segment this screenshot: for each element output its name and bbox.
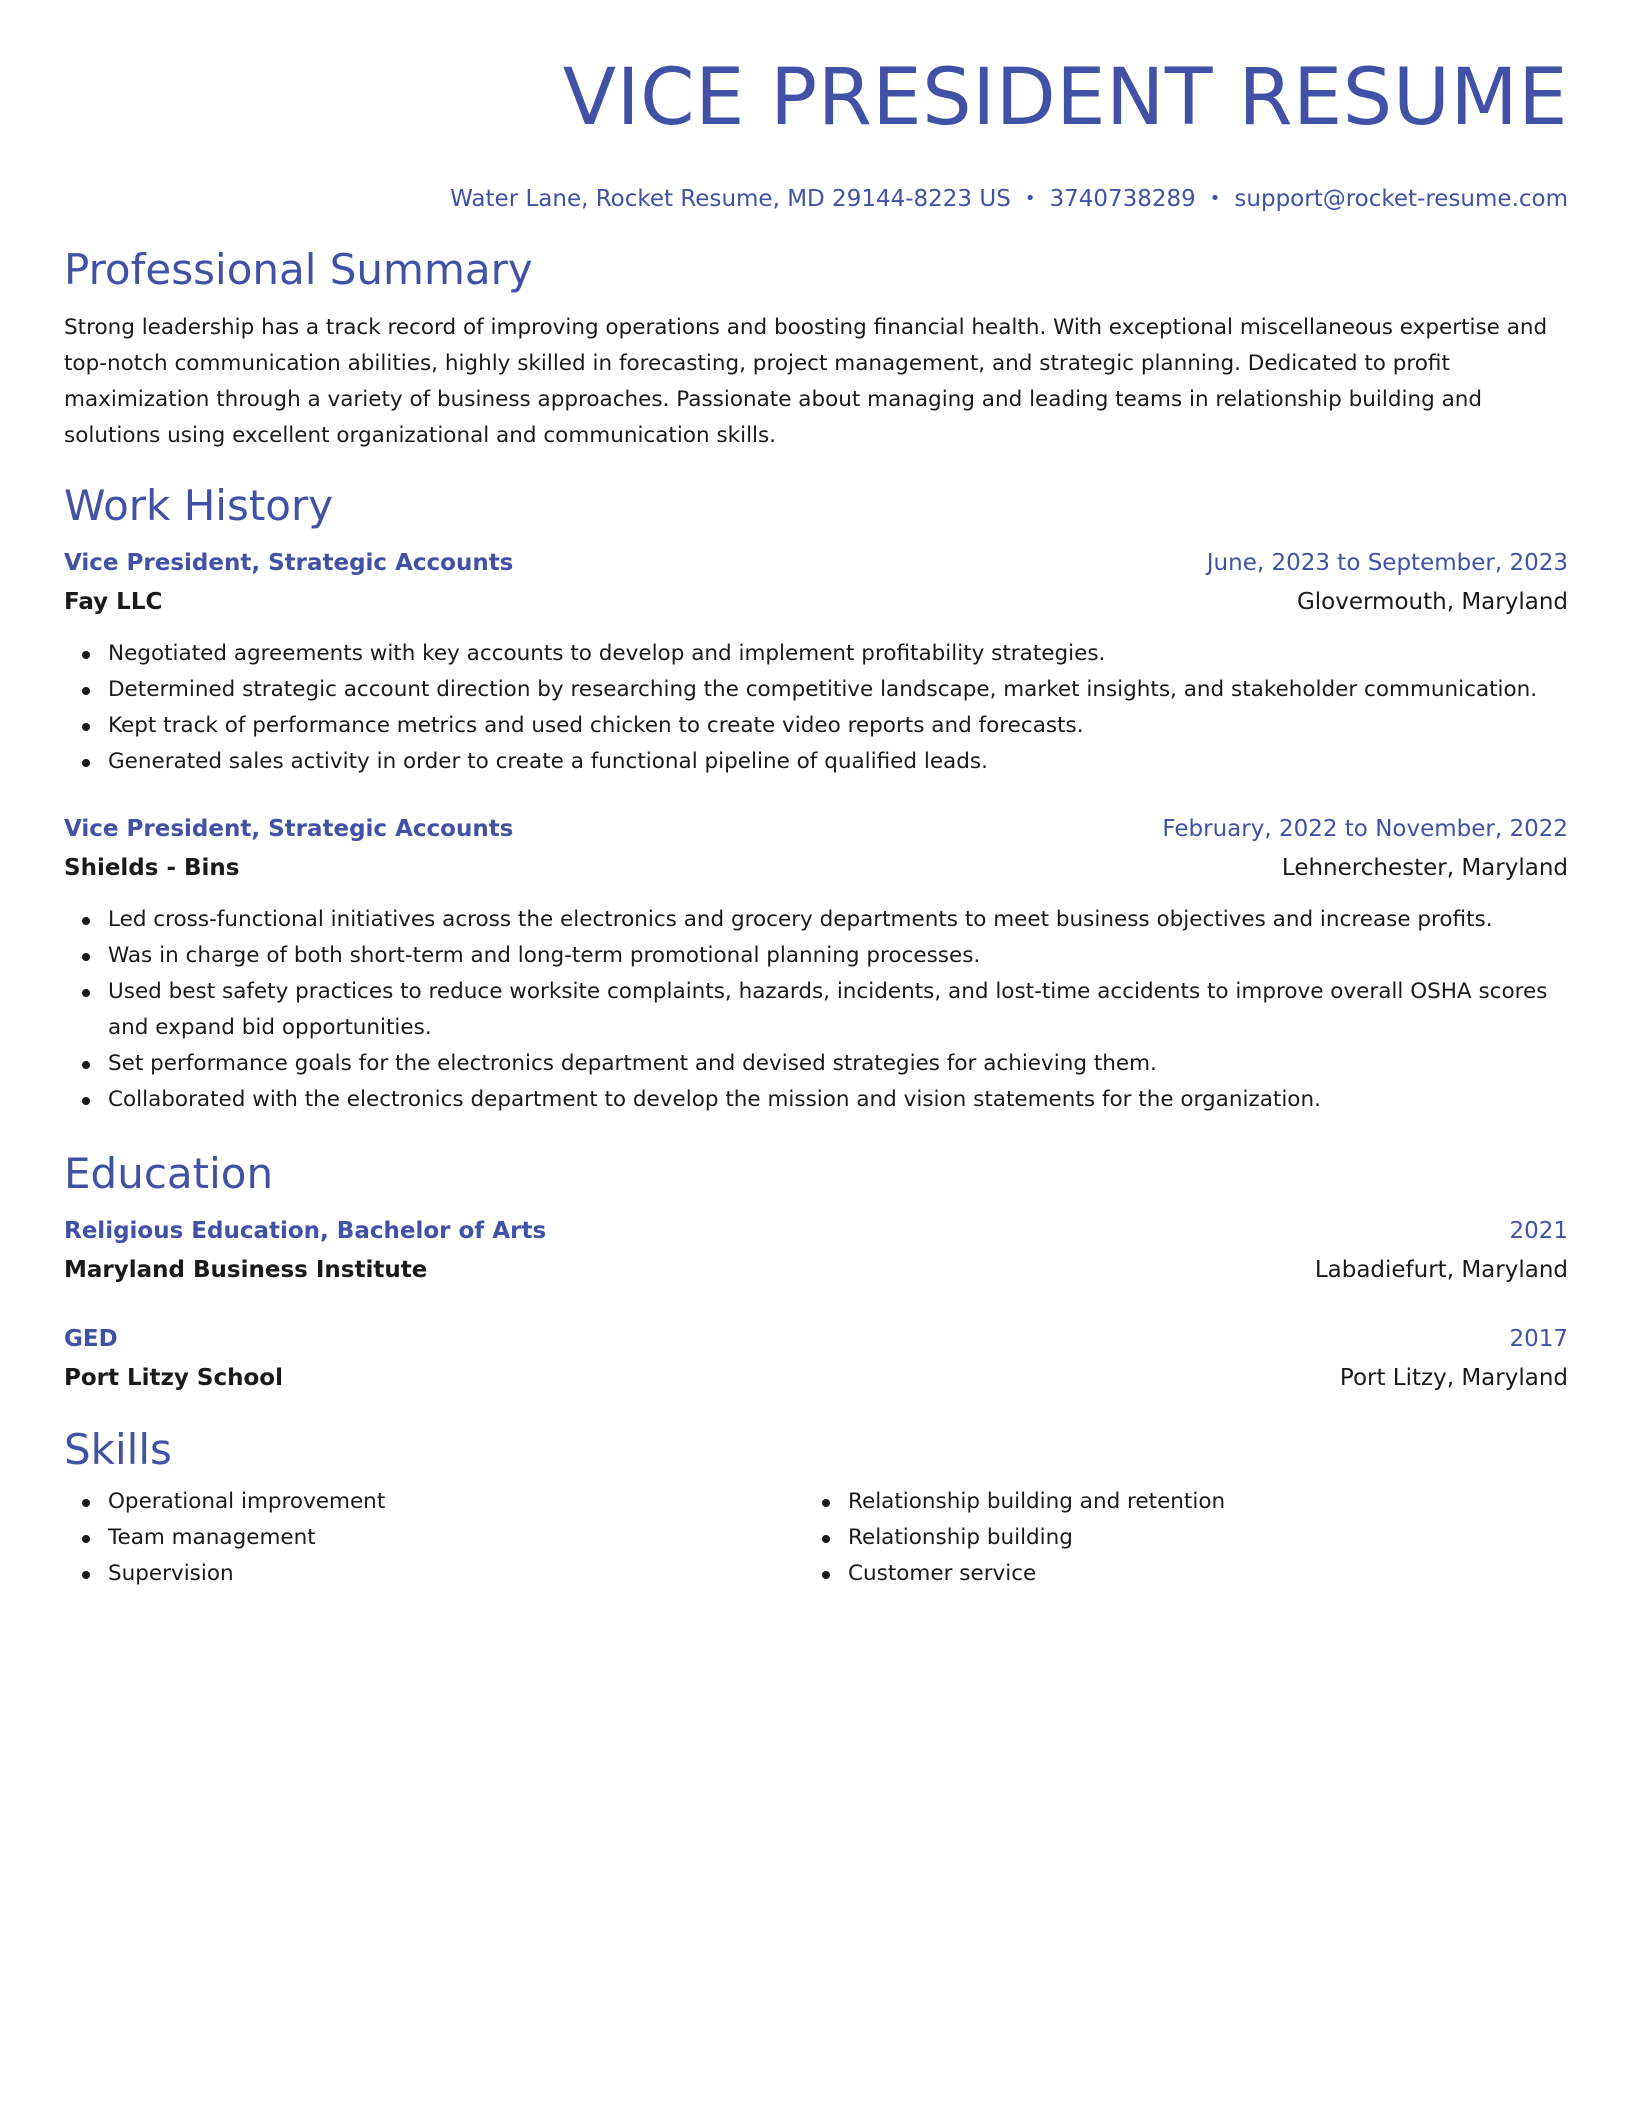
skill-item: Operational improvement (108, 1484, 804, 1520)
skills-column-left (64, 1484, 804, 1592)
contact-line (64, 184, 1568, 214)
summary-section (64, 244, 1568, 454)
education-degree: GED (64, 1326, 118, 1352)
job-title: Vice President, Strategic Accounts (64, 816, 514, 842)
section-title-summary: Professional Summary (64, 245, 533, 294)
resume-title: VICE PRESIDENT RESUME (562, 53, 1568, 143)
education-header-row (64, 1212, 1568, 1250)
education-location: Labadiefurt, Maryland (1314, 1257, 1568, 1283)
job-location: Glovermouth, Maryland (1296, 589, 1568, 615)
education-school: Maryland Business Institute (64, 1257, 428, 1283)
education-year: 2017 (1509, 1326, 1568, 1352)
education-entry (64, 1320, 1568, 1398)
education-degree: Religious Education, Bachelor of Arts (64, 1218, 547, 1244)
job-bullet: Determined strategic account direction by researching the competitive landscape, market insights, and stakeholder communication. (108, 672, 1568, 708)
contact-separator: • (1024, 188, 1036, 209)
job-bullets (64, 902, 1568, 1118)
summary-text: Strong leadership has a track record of improving operations and boosting financial health. With exceptional miscellaneous expertise and top-notch communication abilities, highly skilled in forecasting, project management, and strategic planning. Dedicated to profit maximization through a variety of business approaches. Passionate about managing and leading teams in relationship building and solutions using excellent organizational and communication skills. (64, 315, 1548, 448)
job-company: Shields - Bins (64, 855, 240, 881)
job-dates: February, 2022 to November, 2022 (1162, 816, 1568, 842)
contact-email[interactable]: support@rocket-resume.com (1234, 186, 1568, 212)
skill-item: Team management (108, 1520, 804, 1556)
job-header-row (64, 544, 1568, 582)
education-section (64, 1148, 1568, 1398)
resume-header (64, 48, 1568, 214)
skills-list (804, 1484, 1568, 1592)
job-bullet: Used best safety practices to reduce worksite complaints, hazards, incidents, and lost-time accidents to improve overall OSHA scores and expand bid opportunities. (108, 974, 1568, 1046)
job-entry (64, 810, 1568, 1118)
section-title-work: Work History (64, 481, 334, 530)
contact-address: Water Lane, Rocket Resume, MD 29144-8223 US (450, 186, 1011, 212)
job-org-row (64, 848, 1568, 888)
skill-item: Customer service (848, 1556, 1568, 1592)
job-bullet: Set performance goals for the electronics department and devised strategies for achieving them. (108, 1046, 1568, 1082)
job-title: Vice President, Strategic Accounts (64, 550, 514, 576)
skills-list (64, 1484, 804, 1592)
job-bullet: Was in charge of both short-term and long-term promotional planning processes. (108, 938, 1568, 974)
job-bullet: Collaborated with the electronics department to develop the mission and vision statements for the organization. (108, 1082, 1568, 1118)
skills-section (64, 1424, 1568, 1592)
contact-phone: 3740738289 (1049, 186, 1196, 212)
job-bullets (64, 636, 1568, 780)
job-header-row (64, 810, 1568, 848)
job-bullet: Negotiated agreements with key accounts to develop and implement profitability strategies. (108, 636, 1568, 672)
skills-columns (64, 1484, 1568, 1592)
job-org-row (64, 582, 1568, 622)
education-school: Port Litzy School (64, 1365, 283, 1391)
skill-item: Supervision (108, 1556, 804, 1592)
job-company: Fay LLC (64, 589, 163, 615)
education-entry (64, 1212, 1568, 1290)
job-dates: June, 2023 to September, 2023 (1206, 550, 1568, 576)
education-header-row (64, 1320, 1568, 1358)
education-school-row (64, 1358, 1568, 1398)
skills-column-right (804, 1484, 1568, 1592)
job-location: Lehnerchester, Maryland (1281, 855, 1568, 881)
job-bullet: Kept track of performance metrics and used chicken to create video reports and forecasts. (108, 708, 1568, 744)
contact-separator: • (1209, 188, 1221, 209)
work-section (64, 480, 1568, 1118)
education-school-row (64, 1250, 1568, 1290)
job-entry (64, 544, 1568, 780)
education-year: 2021 (1509, 1218, 1568, 1244)
job-bullet: Led cross-functional initiatives across the electronics and grocery departments to meet business objectives and increase profits. (108, 902, 1568, 938)
job-bullet: Generated sales activity in order to create a functional pipeline of qualified leads. (108, 744, 1568, 780)
skill-item: Relationship building (848, 1520, 1568, 1556)
section-title-skills: Skills (64, 1425, 172, 1474)
skill-item: Relationship building and retention (848, 1484, 1568, 1520)
section-title-education: Education (64, 1149, 274, 1198)
education-location: Port Litzy, Maryland (1339, 1365, 1568, 1391)
